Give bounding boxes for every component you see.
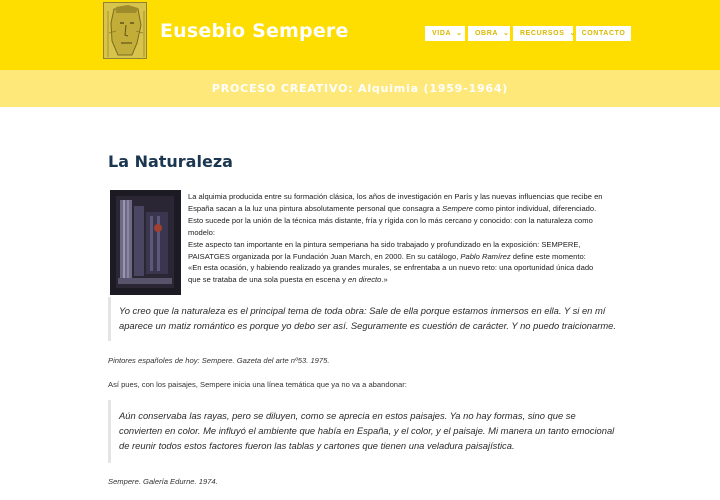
painting-image-icon <box>110 190 181 295</box>
chevron-down-icon: ⌄ <box>456 30 463 37</box>
quote-text: Aún conservaba las rayas, pero se diluyen, como se aprecia en estos paisajes. Ya no hay formas, sino que se convierten en color. Me influyó el ambiente que había en España, y el color, y el paisaje. Mi manera un tanto emocional de reunir todos estos factores fueron las tablas y cartones que tienen una veladura paisajística. <box>119 410 615 452</box>
blockquote-2 <box>108 400 618 463</box>
blockquote-1 <box>108 297 618 341</box>
quote-citation-1: Pintores españoles de hoy: Sempere. Gazeta del arte nº53. 1975. <box>108 356 330 365</box>
chevron-down-icon: ⌄ <box>503 30 510 37</box>
nav-item-label: RECURSOS <box>520 30 565 37</box>
nav-item-label: VIDA <box>432 30 452 37</box>
nav-item-recursos[interactable] <box>513 26 576 41</box>
site-header <box>0 0 720 70</box>
nav-item-label: OBRA <box>475 30 499 37</box>
nav-item-vida[interactable] <box>425 26 465 41</box>
site-logo[interactable] <box>103 2 147 59</box>
artwork-image[interactable] <box>110 190 181 295</box>
site-title[interactable]: Eusebio Sempere <box>160 20 349 42</box>
nav-item-contacto[interactable] <box>576 26 631 41</box>
chevron-down-icon: ⌄ <box>569 30 576 37</box>
intro-text <box>188 191 608 286</box>
nav-item-obra[interactable] <box>468 26 510 41</box>
page-title: La Naturaleza <box>108 152 233 171</box>
page-banner <box>0 70 720 107</box>
intro-paragraph-2: Este aspecto tan importante en la pintura semperiana ha sido trabajado y profundizado en la exposición: SEMPERE, PAISATGES organizada por la Fundación Juan March, en 2000. En su catálogo, Pablo Ramírez define este momento: <box>188 239 586 261</box>
nav-item-label: CONTACTO <box>581 30 626 37</box>
body-paragraph: Así pues, con los paisajes, Sempere inicia una línea temática que ya no va a abandonar: <box>108 380 407 389</box>
main-nav <box>425 26 631 41</box>
portrait-logo-icon <box>104 3 147 59</box>
quote-text: Yo creo que la naturaleza es el principal tema de toda obra: Sale de ella porque estamos inmersos en ella. Y si en mí aparece un matiz romántico es porque yo debo ser así. Seguramente es cuestión de carácter. Y no puedo traicionarme. <box>119 305 616 332</box>
intro-paragraph-1: La alquimia producida entre su formación clásica, los años de investigación en París y las nuevas influencias que recibe en España sacan a la luz una pintura absolutamente personal que consagra a Sempere como pintor individual, diferenciado. Esto sucede por la unión de la técnica más distante, fría y rígida con lo más cercano y conocido: con la naturaleza como modelo: <box>188 192 603 237</box>
banner-title: PROCESO CREATIVO: Alquimia (1959-1964) <box>211 82 509 95</box>
quote-citation-2: Sempere. Galería Edurne. 1974. <box>108 477 218 486</box>
intro-paragraph-3: «En esta ocasión, y habiendo realizado ya grandes murales, se enfrentaba a un nuevo reto: una oportunidad única dado que se trataba de una sola puesta en escena y en directo.» <box>188 263 594 285</box>
